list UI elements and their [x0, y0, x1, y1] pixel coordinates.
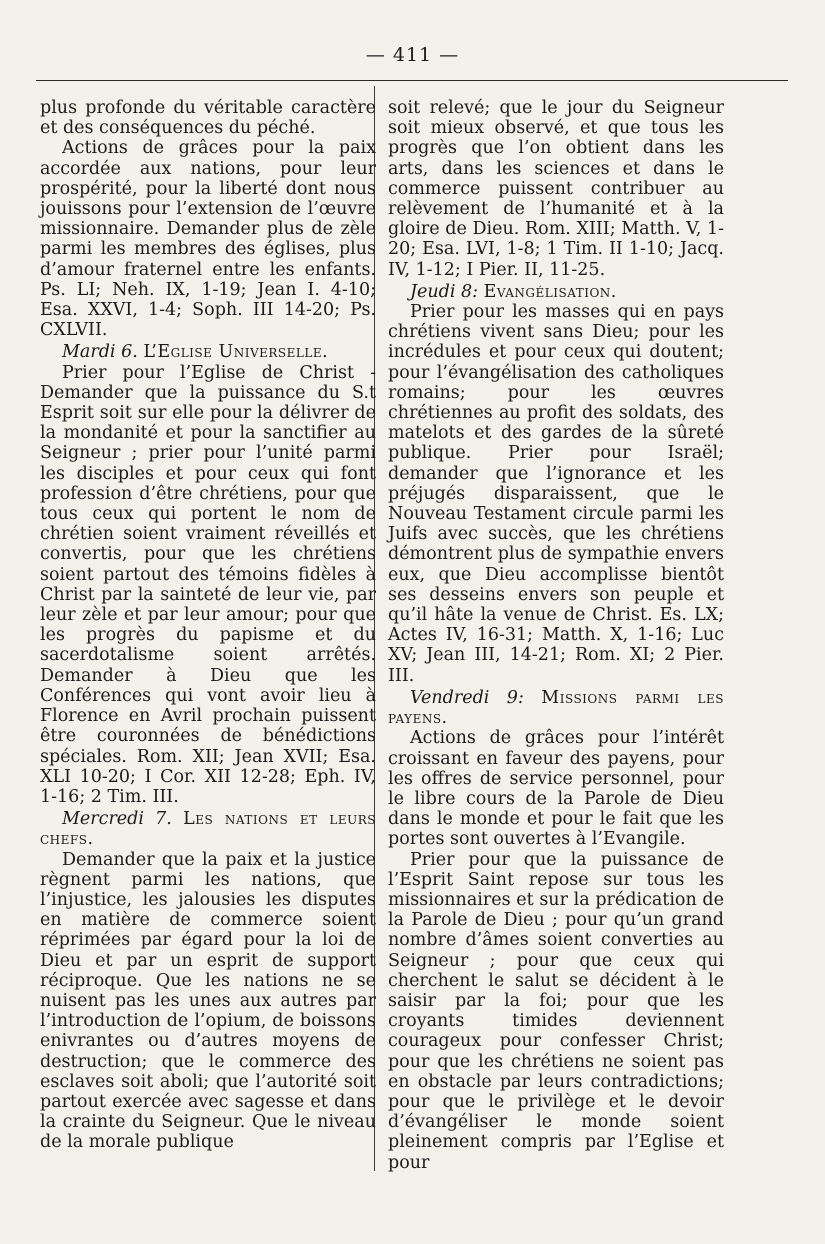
section-title: Missions parmi les payens.: [388, 687, 724, 729]
page-number: — 411 —: [365, 44, 460, 66]
paragraph: Actions de grâces pour la paix accordée aux nations, pour leur prospérité, pour la liberté dont nous jouissons pour l’extension de l’œuvre missionnaire. Demander plus de zèle parmi les membres des églises, plus d’amour fraternel entre les enfants. Ps. LI; Neh. IX, 1-19; Jean I. 4-10; Esa. XXVI, 1-4; Soph. III 14-20; Ps. CXLVII.: [40, 138, 376, 341]
day-label: Mercredi 7.: [62, 809, 172, 830]
day-label: Vendredi 9:: [410, 687, 524, 708]
right-column: [388, 98, 724, 1173]
section-title: L’Eglise Universelle.: [143, 342, 329, 363]
section-title: Les nations et leurs chefs.: [40, 809, 376, 850]
section-heading: [388, 688, 724, 728]
day-label: Jeudi 8:: [410, 281, 479, 302]
left-column: [40, 98, 376, 1153]
paragraph: Prier pour l’Eglise de Christ - Demander que la puissance du S.t Esprit soit sur elle pour la délivrer de la mondanité et pour la sanctifier au Seigneur ; prier pour l’unité parmi les disciples et pour ceux qui font profession d’être chrétiens, pour que tous ceux qui portent le nom de chrétien soient vraiment réveillés et convertis, pour que les chrétiens soient partout des témoins fidèles à Christ par la sainteté de leur vie, par leur zèle et par leur amour; pour que les progrès du papisme et du sacerdotalisme soient arrêtés. Demander à Dieu que les Conférences qui vont avoir lieu à Florence en Avril prochain puissent être couronnées de bénédictions spéciales. Rom. XII; Jean XVII; Esa. XLI 10-20; I Cor. XII 12-28; Eph. IV, 1-16; 2 Tim. III.: [40, 362, 376, 807]
section-heading: [388, 282, 724, 302]
section-heading: [40, 809, 376, 849]
paragraph: plus profonde du véritable caractère et des conséquences du péché.: [40, 98, 376, 139]
paragraph: soit relevé; que le jour du Seigneur soit mieux observé, et que tous les progrès que l’on obtient dans les arts, dans les sciences et dans le commerce puissent contribuer au relèvement de l’humanité et à la gloire de Dieu. Rom. XIII; Matth. V, 1-20; Esa. LVI, 1-8; 1 Tim. II 1-10; Jacq. IV, 1-12; I Pier. II, 11-25.: [388, 98, 724, 280]
paragraph: Prier pour les masses qui en pays chrétiens vivent sans Dieu; pour les incrédules et pour ceux qui doutent; pour l’évangélisation des catholiques romains; pour les œuvres chrétiennes au profit des soldats, des matelots et des gardes de la sûreté publique. Prier pour Israël; demander que l’ignorance et les préjugés disparaissent, que le Nouveau Testament circule parmi les Juifs avec succès, que les chrétiens démontrent plus de sympathie envers eux, que Dieu accomplisse bientôt ses desseins envers son peuple et qu’il hâte la venue de Christ. Es. LX; Actes IV, 16-31; Matth. X, 1-16; Luc XV; Jean III, 14-21; Rom. XI; 2 Pier. III.: [388, 302, 724, 686]
header-rule: [36, 80, 788, 81]
paragraph: Actions de grâces pour l’intérêt croissant en faveur des payens, pour les offres de service personnel, pour le libre cours de la Parole de Dieu dans le monde et pour le fait que les portes sont ouvertes à l’Evangile.: [388, 728, 724, 850]
paragraph: Prier pour que la puissance de l’Esprit Saint repose sur tous les missionnaires et sur la prédication de la Parole de Dieu ; pour qu’un grand nombre d’âmes soient converties au Seigneur ; pour que ceux qui cherchent le salut se décident à le saisir par la foi; pour que les croyants timides deviennent courageux pour confesser Christ; pour que les chrétiens ne soient pas en obstacle par leurs contradictions; pour que le privilège et le devoir d’évangéliser le monde soient pleinement compris par l’Eglise et pour: [388, 849, 724, 1173]
paragraph: Demander que la paix et la justice règnent parmi les nations, que l’injustice, les jalousies les disputes en matière de commerce soient réprimées par égard pour la loi de Dieu et par un esprit de support réciproque. Que les nations ne se nuisent pas les unes aux autres par l’introduction de l’opium, de boissons enivrantes ou d’autres moyens de destruction; que le commerce des esclaves soit aboli; que l’autorité soit partout exercée avec sagesse et dans la crainte du Seigneur. Que le niveau de la morale publique: [40, 849, 376, 1153]
section-title: Evangélisation.: [483, 281, 617, 302]
day-label: Mardi 6.: [62, 342, 138, 363]
section-heading: [40, 342, 376, 362]
